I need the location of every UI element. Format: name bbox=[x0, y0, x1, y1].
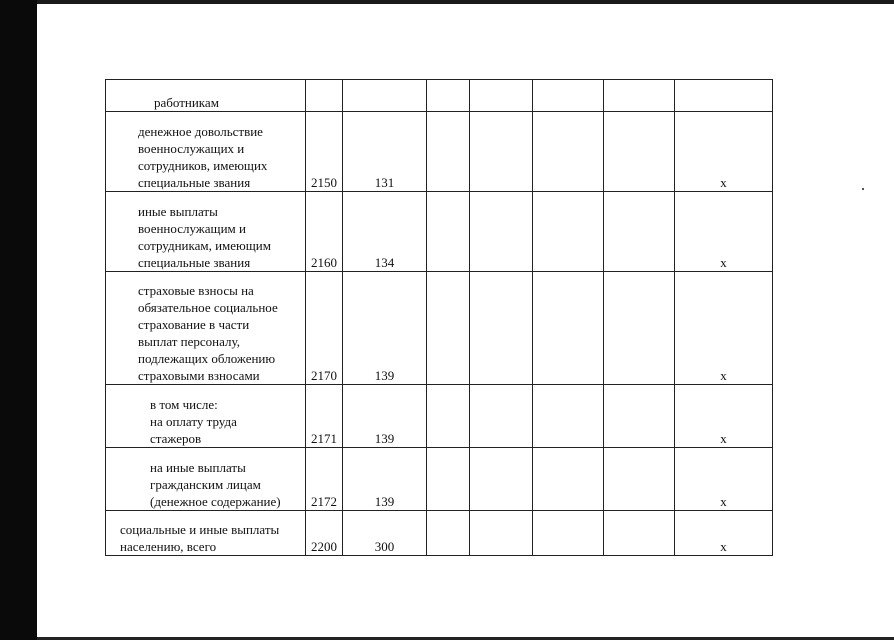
row-kosgu-code: 131 bbox=[343, 112, 427, 192]
empty-cell bbox=[427, 80, 470, 112]
row-label: денежное довольствие военнослужащих и сотрудников, имеющих специальные звания bbox=[138, 124, 268, 190]
row-label-cell bbox=[106, 80, 306, 112]
table-row bbox=[106, 511, 773, 556]
financial-report-table bbox=[105, 79, 773, 556]
row-mark: x bbox=[675, 192, 773, 272]
empty-cell bbox=[427, 112, 470, 192]
row-mark bbox=[675, 80, 773, 112]
row-label: на иные выплаты гражданским лицам (денежное содержание) bbox=[150, 460, 281, 509]
empty-cell bbox=[470, 192, 533, 272]
empty-cell bbox=[533, 448, 604, 511]
row-code: 2170 bbox=[306, 272, 343, 385]
table-row bbox=[106, 385, 773, 448]
row-kosgu-code bbox=[343, 80, 427, 112]
empty-cell bbox=[427, 385, 470, 448]
row-mark: x bbox=[675, 385, 773, 448]
scanned-page bbox=[37, 4, 894, 637]
empty-cell bbox=[604, 272, 675, 385]
row-code bbox=[306, 80, 343, 112]
empty-cell bbox=[533, 272, 604, 385]
empty-cell bbox=[604, 385, 675, 448]
row-label-cell bbox=[106, 448, 306, 511]
row-label: страховые взносы на обязательное социальное страхование в части выплат персоналу, подлежащих обложению страховыми взносами bbox=[138, 283, 278, 383]
scan-dark-edge-left bbox=[0, 0, 37, 640]
empty-cell bbox=[533, 511, 604, 556]
empty-cell bbox=[533, 192, 604, 272]
row-label-cell bbox=[106, 192, 306, 272]
row-code: 2150 bbox=[306, 112, 343, 192]
empty-cell bbox=[470, 511, 533, 556]
row-code: 2160 bbox=[306, 192, 343, 272]
table-row bbox=[106, 272, 773, 385]
scan-speck bbox=[862, 188, 864, 190]
row-mark: x bbox=[675, 272, 773, 385]
empty-cell bbox=[470, 80, 533, 112]
row-code: 2171 bbox=[306, 385, 343, 448]
table-row bbox=[106, 192, 773, 272]
row-kosgu-code: 139 bbox=[343, 385, 427, 448]
row-label: иные выплаты военнослужащим и сотрудникам, имеющим специальные звания bbox=[138, 204, 271, 270]
empty-cell bbox=[470, 112, 533, 192]
table-row bbox=[106, 112, 773, 192]
row-label: в том числе: на оплату труда стажеров bbox=[150, 397, 237, 446]
empty-cell bbox=[427, 272, 470, 385]
row-label-cell bbox=[106, 511, 306, 556]
row-kosgu-code: 139 bbox=[343, 448, 427, 511]
row-kosgu-code: 139 bbox=[343, 272, 427, 385]
table-row bbox=[106, 80, 773, 112]
row-label-cell bbox=[106, 112, 306, 192]
empty-cell bbox=[604, 511, 675, 556]
row-kosgu-code: 300 bbox=[343, 511, 427, 556]
empty-cell bbox=[470, 272, 533, 385]
empty-cell bbox=[470, 448, 533, 511]
empty-cell bbox=[533, 80, 604, 112]
empty-cell bbox=[470, 385, 533, 448]
row-mark: x bbox=[675, 511, 773, 556]
row-label-cell bbox=[106, 272, 306, 385]
empty-cell bbox=[604, 448, 675, 511]
row-label: работникам bbox=[154, 95, 219, 110]
empty-cell bbox=[427, 448, 470, 511]
empty-cell bbox=[604, 80, 675, 112]
row-label-cell bbox=[106, 385, 306, 448]
row-code: 2200 bbox=[306, 511, 343, 556]
empty-cell bbox=[533, 112, 604, 192]
row-code: 2172 bbox=[306, 448, 343, 511]
empty-cell bbox=[533, 385, 604, 448]
empty-cell bbox=[427, 192, 470, 272]
row-label: социальные и иные выплаты населению, всего bbox=[120, 522, 280, 554]
empty-cell bbox=[427, 511, 470, 556]
row-mark: x bbox=[675, 112, 773, 192]
row-mark: x bbox=[675, 448, 773, 511]
table-row bbox=[106, 448, 773, 511]
row-kosgu-code: 134 bbox=[343, 192, 427, 272]
empty-cell bbox=[604, 192, 675, 272]
empty-cell bbox=[604, 112, 675, 192]
